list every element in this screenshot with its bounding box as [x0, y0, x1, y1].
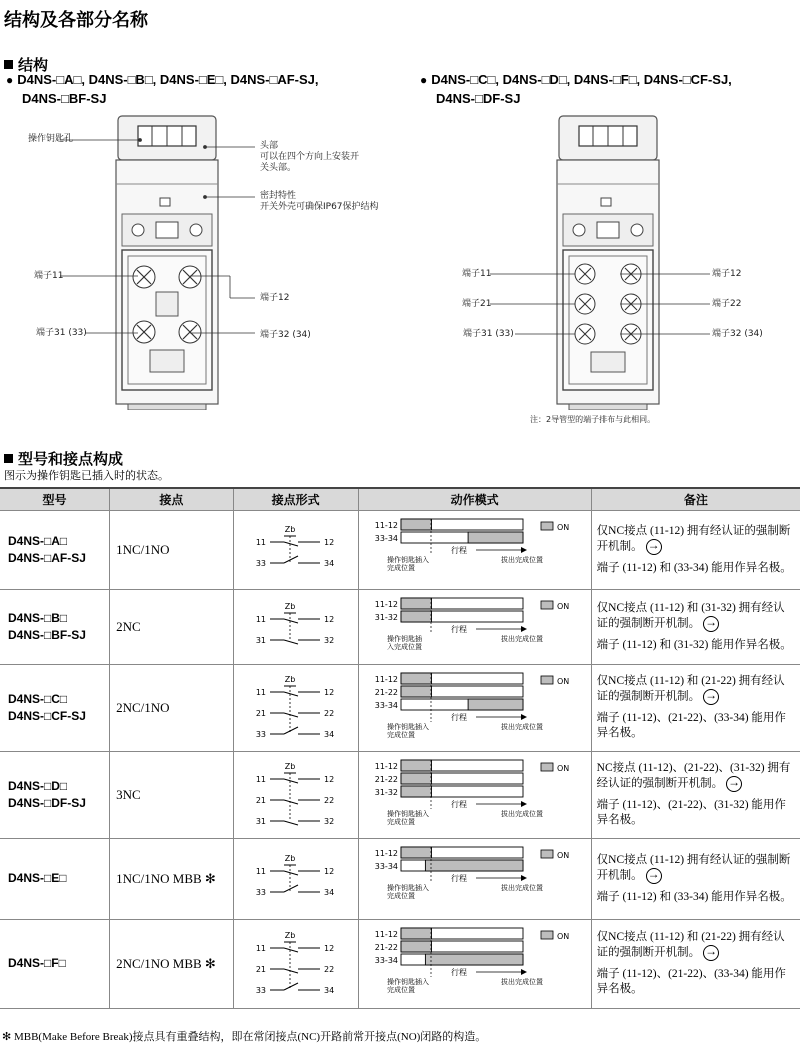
header-contact: 接点 [110, 488, 234, 510]
insert-position-label: 完成位置 [386, 730, 415, 739]
model-contact-table [0, 487, 800, 1009]
callout-terminal-22-right: 端子22 [712, 299, 742, 309]
bar-label: 11-12 [374, 761, 398, 771]
bar-label: 21-22 [374, 942, 398, 952]
arrow-head-icon [521, 626, 527, 632]
model-name: D4NS-□B□ [8, 610, 68, 625]
zb-label: Zb [284, 761, 295, 771]
arrow-head-icon [521, 714, 527, 720]
operation-pattern-chart [359, 839, 591, 919]
forced-break-mark-icon [703, 689, 719, 705]
terminal-label: 21 [255, 708, 266, 718]
nc-contact-blade [284, 692, 298, 696]
terminal-label: 12 [323, 943, 334, 953]
on-segment [401, 773, 432, 784]
pull-position-label: 拔出完成位置 [500, 809, 543, 818]
callout-terminal-21-right: 端子21 [462, 299, 492, 309]
terminal-label: 32 [323, 816, 334, 826]
operation-pattern-cell [358, 510, 591, 589]
arrow-head-icon [521, 801, 527, 807]
terminal-label: 12 [323, 687, 334, 697]
contact-form-diagram [234, 665, 358, 751]
operation-pattern-cell [358, 664, 591, 751]
remark-forced-break [597, 601, 796, 632]
terminal-label: 12 [323, 537, 334, 547]
terminal-label: 11 [255, 943, 266, 953]
insert-position-label: 操作钥匙插入 [386, 555, 429, 564]
forced-break-mark-icon [703, 616, 719, 632]
model-name: D4NS-□AF-SJ [8, 550, 86, 565]
on-legend-swatch [541, 522, 553, 530]
remarks-cell [591, 664, 800, 751]
pull-position-label: 拔出完成位置 [500, 634, 543, 643]
table-row [0, 664, 800, 751]
arrow-head-icon [521, 547, 527, 553]
stroke-label: 行程 [450, 712, 467, 722]
on-legend-swatch [541, 763, 553, 771]
bar-label: 11-12 [374, 674, 398, 684]
header-operation-pattern: 动作模式 [358, 488, 591, 510]
insert-position-label: 完成位置 [386, 817, 415, 826]
terminal-label: 22 [323, 708, 334, 718]
remark-forced-break-text: 仅NC接点 (11-12) 拥有经认证的强制断开机制。 [596, 524, 791, 553]
remark-forced-break-text: 仅NC接点 (11-12) 和 (21-22) 拥有经认证的强制断开机制。 [596, 675, 785, 703]
terminal-label: 11 [255, 687, 266, 697]
remark-polarity: 端子 (11-12) 和 (33-34) 能用作异名极。 [596, 890, 792, 903]
bullet-icon: ● [6, 73, 14, 87]
on-segment [401, 519, 432, 530]
header-model: 型号 [0, 488, 110, 510]
page-title: 结构及各部分名称 [4, 10, 148, 31]
bar-label: 11-12 [374, 520, 398, 530]
remark-forced-break [597, 524, 796, 555]
terminal-label: 12 [323, 614, 334, 624]
model-cell [0, 664, 110, 751]
callout-seal: 密封特性 [260, 191, 297, 201]
on-segment [401, 673, 432, 684]
right-terminal-note: 注：2导管型的端子排布与此相同。 [530, 415, 656, 424]
on-legend-swatch [541, 931, 553, 939]
on-segment [425, 954, 523, 965]
bar-label: 21-22 [374, 774, 398, 784]
nc-contact-blade [284, 948, 298, 952]
terminal-label: 21 [255, 964, 266, 974]
remark-forced-break-text: 仅NC接点 (11-12) 和 (21-22) 拥有经认证的强制断开机制。 [596, 931, 785, 959]
remark-polarity: 端子 (11-12)、(21-22)、(33-34) 能用作异名极。 [596, 968, 786, 995]
operation-pattern-chart [359, 511, 591, 589]
header-remarks: 备注 [591, 488, 800, 510]
callout-terminal-32-right: 端子32 (34) [712, 329, 763, 339]
contact-cell: 1NC/1NO [110, 510, 234, 589]
insert-position-label: 操作钥匙插入 [386, 722, 429, 731]
insert-position-label: 完成位置 [386, 563, 415, 572]
bar-label: 33-34 [374, 700, 398, 710]
terminal-label: 12 [323, 866, 334, 876]
right-models-text1: D4NS-□C□, D4NS-□D□, D4NS-□F□, D4NS-□CF-SJ, [431, 72, 732, 87]
callout-terminal-31-left: 端子31 (33) [36, 328, 87, 338]
zb-label: Zb [284, 853, 295, 863]
model-name: D4NS-□D□ [8, 778, 68, 793]
square-bullet-icon [4, 60, 13, 69]
zb-label: Zb [284, 601, 295, 611]
remark-forced-break-text: 仅NC接点 (11-12) 和 (31-32) 拥有经认证的强制断开机制。 [596, 601, 785, 630]
model-cell [0, 751, 110, 838]
remarks-cell [591, 751, 800, 838]
no-contact-blade [284, 727, 298, 734]
terminal-label: 12 [323, 774, 334, 784]
bar-label: 33-34 [374, 861, 398, 871]
nc-contact-blade [284, 542, 298, 546]
model-cell [0, 919, 110, 1008]
contact-form-cell [233, 589, 358, 664]
model-name: D4NS-□A□ [8, 533, 68, 548]
terminal-label: 21 [255, 795, 266, 805]
insert-position-label: 操作钥匙插入 [386, 809, 429, 818]
on-legend-swatch [541, 850, 553, 858]
pull-position-label: 拔出完成位置 [500, 977, 543, 986]
header-contact-form: 接点形式 [233, 488, 358, 510]
remark-forced-break [597, 853, 796, 884]
on-legend-label: ON [556, 763, 569, 773]
insert-position-label: 操作钥匙插入 [386, 883, 429, 892]
operation-pattern-cell [358, 919, 591, 1008]
contact-form-cell [233, 838, 358, 919]
terminal-label: 22 [323, 964, 334, 974]
terminal-label: 33 [255, 729, 266, 739]
bullet-icon: ● [420, 73, 428, 87]
remark-forced-break [597, 761, 796, 792]
contact-form-diagram [234, 511, 358, 589]
operation-pattern-chart [359, 752, 591, 838]
nc-contact-blade [284, 713, 298, 717]
remarks-cell [591, 838, 800, 919]
pull-position-label: 拔出完成位置 [500, 883, 543, 892]
callout-key-hole: 操作钥匙孔 [28, 134, 74, 144]
on-legend-label: ON [556, 676, 569, 686]
bar-label: 31-32 [374, 787, 398, 797]
remark-polarity: 端子 (11-12)、(21-22)、(33-34) 能用作异名极。 [596, 712, 786, 739]
forced-break-mark-icon [703, 945, 719, 961]
left-models-line2: D4NS-□BF-SJ [22, 91, 107, 106]
section-models-heading [4, 448, 123, 469]
square-bullet-icon [4, 454, 13, 463]
stroke-label: 行程 [450, 624, 467, 634]
insert-position-label: 入完成位置 [386, 642, 422, 651]
on-segment [468, 532, 523, 543]
contact-cell: 1NC/1NO MBB ✻ [110, 838, 234, 919]
remark-forced-break [597, 930, 796, 961]
operation-pattern-chart [359, 665, 591, 751]
forced-break-mark-icon [726, 776, 742, 792]
on-legend-swatch [541, 601, 553, 609]
remarks-cell [591, 919, 800, 1008]
right-models-line2: D4NS-□DF-SJ [436, 91, 521, 106]
stroke-label: 行程 [450, 545, 467, 555]
section-structure-text: 结构 [18, 56, 49, 74]
on-segment [401, 941, 432, 952]
callout-terminal-31-right: 端子31 (33) [463, 329, 514, 339]
on-legend-label: ON [556, 931, 569, 941]
terminal-label: 33 [255, 887, 266, 897]
stroke-label: 行程 [450, 873, 467, 883]
zb-label: Zb [284, 930, 295, 940]
left-models-line1 [6, 72, 319, 87]
nc-contact-blade [284, 871, 298, 875]
on-segment [468, 699, 523, 710]
remark-forced-break-text: 仅NC接点 (11-12) 拥有经认证的强制断开机制。 [596, 853, 791, 882]
remark-forced-break-text: NC接点 (11-12)、(21-22)、(31-32) 拥有经认证的强制断开机制。 [596, 762, 791, 790]
contact-form-cell [233, 751, 358, 838]
insert-position-label: 完成位置 [386, 891, 415, 900]
on-segment [401, 686, 432, 697]
contact-cell: 2NC/1NO [110, 664, 234, 751]
remarks-cell [591, 589, 800, 664]
no-contact-blade [284, 983, 298, 990]
bar-label: 33-34 [374, 533, 398, 543]
terminal-label: 11 [255, 774, 266, 784]
zb-label: Zb [284, 524, 295, 534]
no-contact-blade [284, 885, 298, 892]
nc-contact-blade [284, 821, 298, 825]
model-name: D4NS-□C□ [8, 691, 68, 706]
forced-break-mark-icon [646, 868, 662, 884]
contact-form-diagram [234, 920, 358, 1008]
callout-head-desc1: 可以在四个方向上安装开 [260, 152, 360, 162]
mbb-footnote: ✻ MBB(Make Before Break)接点具有重叠结构，即在常闭接点(NC)开路前常开接点(NO)闭路的构造。 [2, 1031, 487, 1043]
terminal-label: 11 [255, 537, 266, 547]
terminal-label: 34 [323, 887, 334, 897]
on-segment [425, 860, 523, 871]
terminal-label: 11 [255, 614, 266, 624]
operation-pattern-chart [359, 920, 591, 1008]
on-segment [401, 847, 432, 858]
table-row [0, 589, 800, 664]
table-row [0, 838, 800, 919]
contact-cell: 2NC [110, 589, 234, 664]
on-legend-swatch [541, 676, 553, 684]
arrow-head-icon [521, 875, 527, 881]
bar-label: 11-12 [374, 929, 398, 939]
model-name: D4NS-□BF-SJ [8, 627, 86, 642]
table-row [0, 919, 800, 1008]
callout-seal-desc: 开关外壳可确保IP67保护结构 [260, 202, 379, 212]
insert-position-label: 操作钥匙插入 [386, 977, 429, 986]
nc-contact-blade [284, 619, 298, 623]
callout-terminal-11-right: 端子11 [462, 269, 492, 279]
terminal-label: 34 [323, 729, 334, 739]
insert-position-label: 操作钥匙插 [386, 634, 422, 643]
operation-pattern-cell [358, 751, 591, 838]
remarks-cell [591, 510, 800, 589]
operation-pattern-cell [358, 589, 591, 664]
stroke-label: 行程 [450, 799, 467, 809]
terminal-label: 33 [255, 558, 266, 568]
callout-terminal-11-left: 端子11 [34, 271, 64, 281]
model-cell [0, 838, 110, 919]
stroke-label: 行程 [450, 967, 467, 977]
contact-cell: 3NC [110, 751, 234, 838]
contact-form-cell [233, 919, 358, 1008]
table-header-row [0, 488, 800, 510]
terminal-label: 32 [323, 635, 334, 645]
contact-cell: 2NC/1NO MBB ✻ [110, 919, 234, 1008]
model-name: D4NS-□DF-SJ [8, 795, 86, 810]
on-legend-label: ON [556, 522, 569, 532]
on-segment [401, 611, 432, 622]
terminal-label: 34 [323, 558, 334, 568]
model-name: D4NS-□CF-SJ [8, 708, 86, 723]
callout-terminal-12-left: 端子12 [260, 293, 290, 303]
on-segment [401, 928, 432, 939]
bar-label: 11-12 [374, 848, 398, 858]
bar-label: 33-34 [374, 955, 398, 965]
on-segment [401, 760, 432, 771]
callout-terminal-12-right: 端子12 [712, 269, 742, 279]
model-name: D4NS-□F□ [8, 956, 66, 970]
zb-label: Zb [284, 674, 295, 684]
nc-contact-blade [284, 640, 298, 644]
leader-lines-left [60, 130, 280, 350]
left-models-text1: D4NS-□A□, D4NS-□B□, D4NS-□E□, D4NS-□AF-SJ, [17, 72, 319, 87]
nc-contact-blade [284, 779, 298, 783]
contact-form-cell [233, 510, 358, 589]
contact-form-diagram [234, 752, 358, 838]
remark-forced-break [597, 674, 796, 705]
callout-head: 头部 [260, 141, 279, 151]
terminal-label: 31 [255, 635, 266, 645]
state-note: 图示为操作钥匙已插入时的状态。 [4, 469, 169, 482]
terminal-label: 31 [255, 816, 266, 826]
leader-lines-right [490, 260, 710, 350]
pull-position-label: 拔出完成位置 [500, 722, 543, 731]
right-models-line1 [420, 72, 732, 87]
callout-terminal-32-left: 端子32 (34) [260, 330, 311, 340]
remark-polarity: 端子 (11-12) 和 (33-34) 能用作异名极。 [596, 561, 792, 574]
bar-label: 11-12 [374, 599, 398, 609]
terminal-label: 11 [255, 866, 266, 876]
table-row [0, 751, 800, 838]
on-segment [401, 786, 432, 797]
on-legend-label: ON [556, 601, 569, 611]
bar-label: 31-32 [374, 612, 398, 622]
remark-polarity: 端子 (11-12) 和 (31-32) 能用作异名极。 [596, 638, 792, 651]
model-cell [0, 510, 110, 589]
contact-form-diagram [234, 590, 358, 664]
no-contact-blade [284, 556, 298, 563]
nc-contact-blade [284, 969, 298, 973]
model-cell [0, 589, 110, 664]
pull-position-label: 拔出完成位置 [500, 555, 543, 564]
terminal-label: 22 [323, 795, 334, 805]
forced-break-mark-icon [646, 539, 662, 555]
table-row [0, 510, 800, 589]
callout-head-desc2: 关头部。 [260, 163, 297, 173]
model-name: D4NS-□E□ [8, 871, 67, 885]
remark-polarity: 端子 (11-12)、(21-22)、(31-32) 能用作异名极。 [596, 799, 786, 826]
bar-label: 21-22 [374, 687, 398, 697]
operation-pattern-cell [358, 838, 591, 919]
arrow-head-icon [521, 969, 527, 975]
terminal-label: 34 [323, 985, 334, 995]
contact-form-diagram [234, 839, 358, 919]
operation-pattern-chart [359, 590, 591, 664]
contact-form-cell [233, 664, 358, 751]
insert-position-label: 完成位置 [386, 985, 415, 994]
on-legend-label: ON [556, 850, 569, 860]
on-segment [401, 598, 432, 609]
nc-contact-blade [284, 800, 298, 804]
terminal-label: 33 [255, 985, 266, 995]
section-models-text: 型号和接点构成 [18, 450, 124, 468]
